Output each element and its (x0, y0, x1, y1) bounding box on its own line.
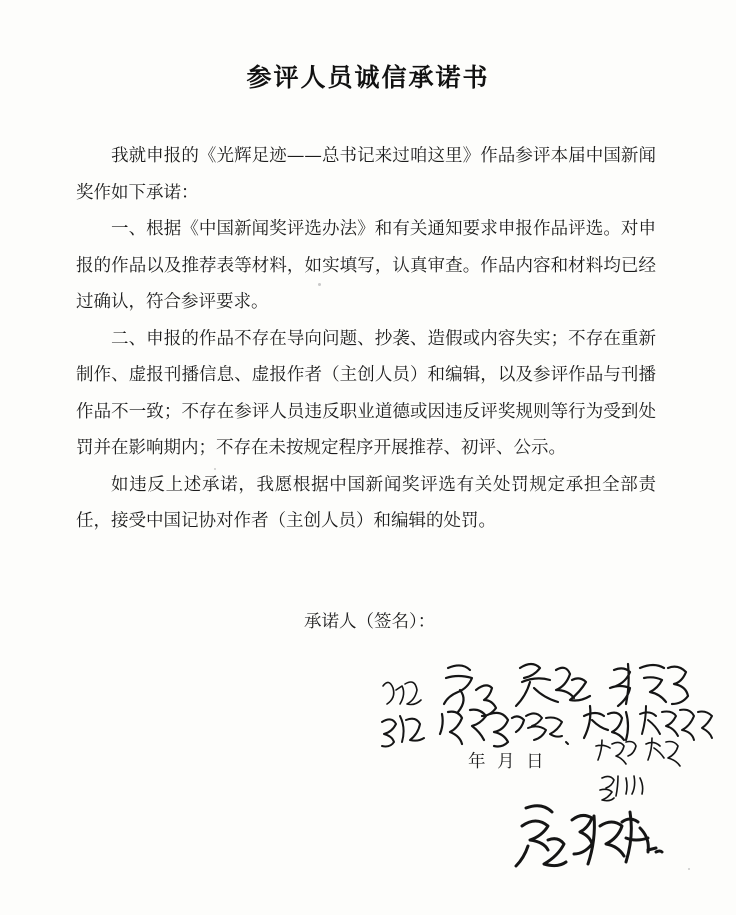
signature-k (516, 806, 662, 866)
paragraph-commitment-2: 二、申报的作品不存在导向问题、抄袭、造假或内容失实；不存在重新制作、虚报刊播信息、虚报作者（主创人员）和编辑，以及参评作品与刊播作品不一致；不存在参评人员违反职业道德或因违反评奖规则等行为受到处罚并在影响期内；不存在未按规定程序开展推荐、初评、公示。 (76, 328, 656, 458)
signature-a (444, 665, 496, 716)
paragraph-intro: 我就申报的《光辉足迹——总书记来过咱这里》作品参评本届中国新闻奖作如下承诺： (76, 146, 656, 203)
signature-f (584, 706, 628, 740)
signature-prefix-1 (383, 682, 421, 705)
scan-speck (688, 868, 690, 870)
signature-label: 承诺人（签名）： (304, 612, 436, 632)
signature-prefix-2 (382, 716, 424, 747)
scan-speck (318, 283, 321, 286)
paragraph-commitment-1: 一、根据《中国新闻奖评选办法》和有关通知要求申报作品评选。对申报的作品以及推荐表等材料，如实填写，认真审查。作品内容和材料均已经过确认，符合参评要求。 (76, 219, 656, 312)
signature-e (526, 713, 568, 744)
paragraph-liability: 如违反上述承诺，我愿根据中国新闻奖评选有关处罚规定承担全部责任，接受中国记协对作者（主创人员）和编辑的处罚。 (76, 474, 656, 531)
signature-i (646, 738, 680, 766)
document-title: 参评人员诚信承诺书 (246, 63, 490, 92)
signature-g (640, 706, 712, 740)
signature-c (610, 664, 688, 706)
date-line: 年 月 日 (468, 752, 544, 772)
signature-h (596, 740, 636, 764)
scan-speck (214, 468, 216, 470)
signature-b (516, 664, 590, 706)
signature-j (600, 776, 643, 801)
